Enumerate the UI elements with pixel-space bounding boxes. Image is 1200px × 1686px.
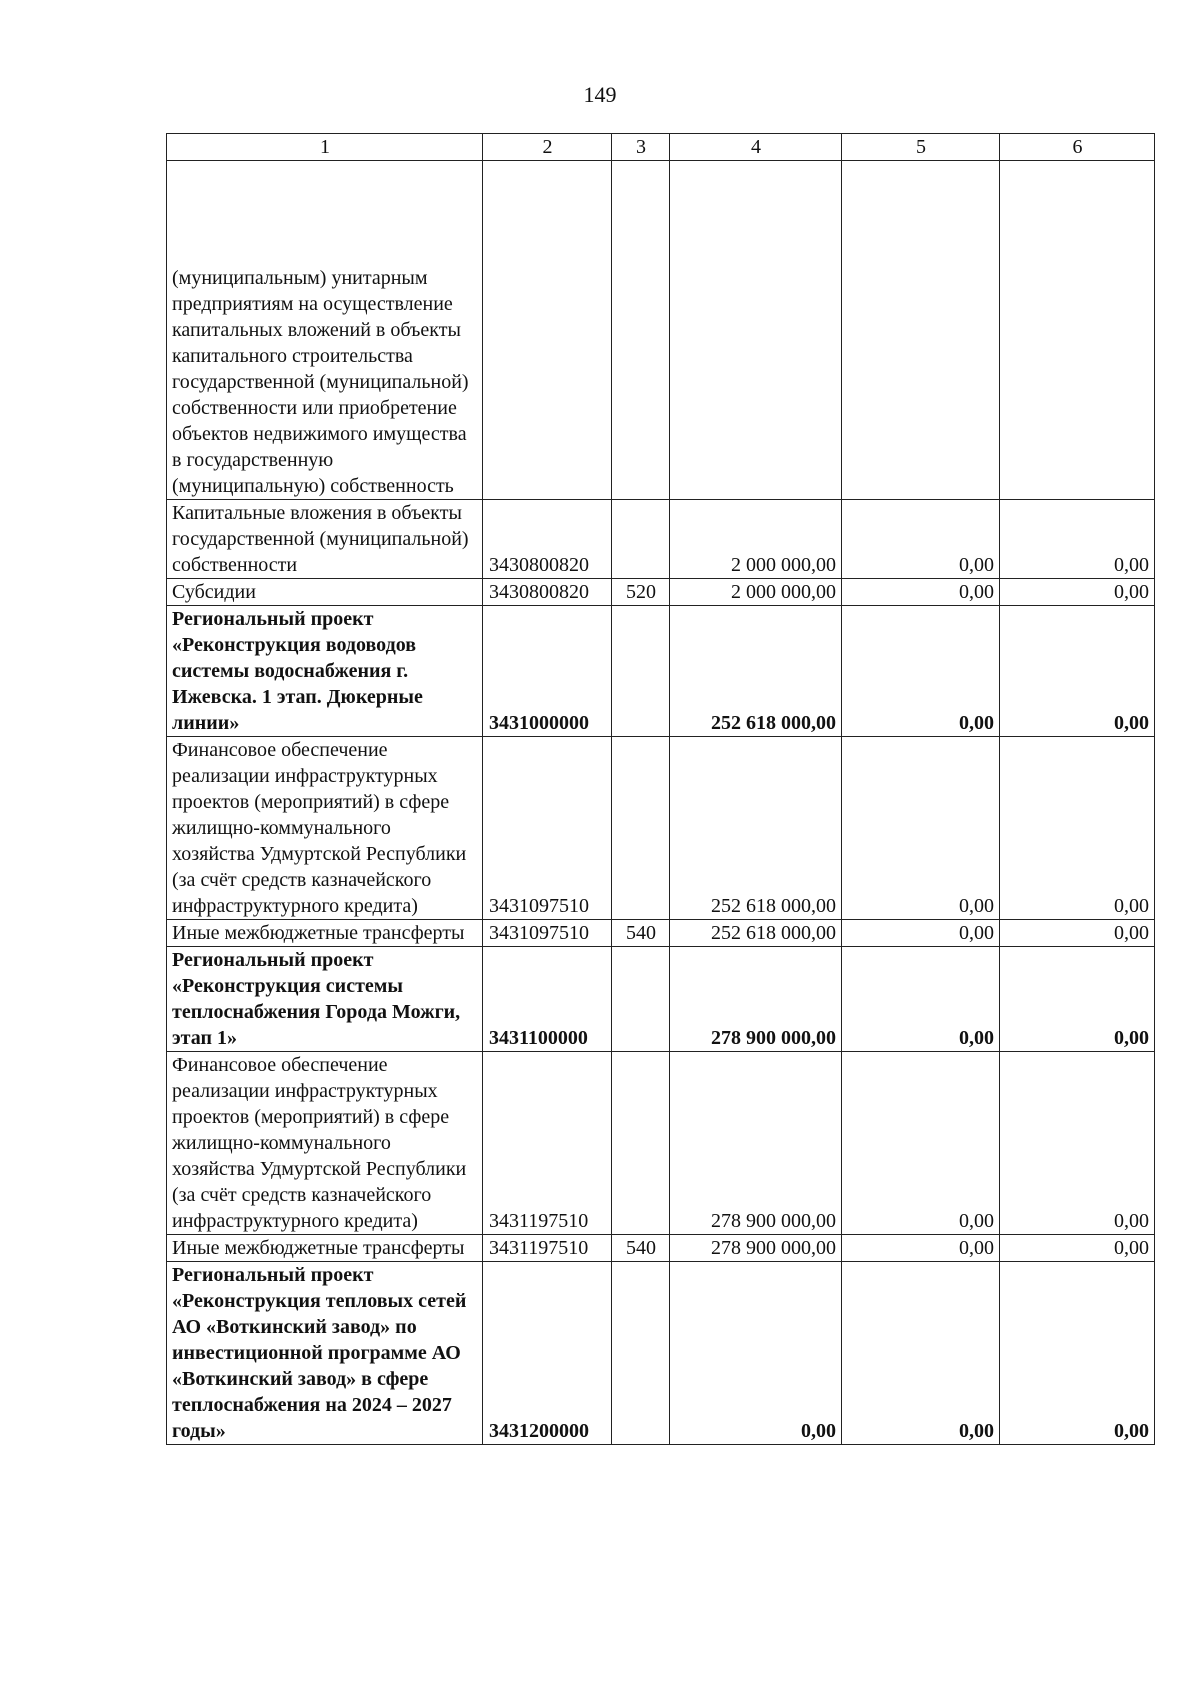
amount-col5-cell (842, 161, 1000, 500)
amount-col5-cell: 0,00 (842, 737, 1000, 920)
table-header-row (167, 134, 1155, 161)
target-code-cell: 3431097510 (483, 737, 612, 920)
target-code-cell: 3431197510 (483, 1052, 612, 1235)
amount-col4-cell: 278 900 000,00 (670, 1235, 842, 1262)
amount-col5-cell: 0,00 (842, 606, 1000, 737)
amount-col6-cell: 0,00 (1000, 500, 1155, 579)
amount-col6-cell: 0,00 (1000, 920, 1155, 947)
table-row (167, 737, 1155, 920)
amount-col4-cell: 278 900 000,00 (670, 947, 842, 1052)
target-code-cell: 3430800820 (483, 500, 612, 579)
amount-col6-cell: 0,00 (1000, 1052, 1155, 1235)
table-row (167, 161, 1155, 500)
amount-col5-cell: 0,00 (842, 579, 1000, 606)
row-name-cell: Региональный проект «Реконструкция водоводов системы водоснабжения г. Ижевска. 1 этап. Дюкерные линии» (167, 606, 483, 737)
amount-col5-cell: 0,00 (842, 1052, 1000, 1235)
target-code-cell: 3431100000 (483, 947, 612, 1052)
expense-type-cell (612, 947, 670, 1052)
amount-col6-cell: 0,00 (1000, 606, 1155, 737)
amount-col6-cell: 0,00 (1000, 737, 1155, 920)
column-header: 5 (842, 134, 1000, 161)
amount-col4-cell: 2 000 000,00 (670, 500, 842, 579)
table-row (167, 500, 1155, 579)
row-name-cell: Региональный проект «Реконструкция системы теплоснабжения Города Можги, этап 1» (167, 947, 483, 1052)
amount-col5-cell: 0,00 (842, 1262, 1000, 1445)
row-name-cell: Региональный проект «Реконструкция тепловых сетей АО «Воткинский завод» по инвестиционной программе АО «Воткинский завод» в сфере теплоснабжения на 2024 – 2027 годы» (167, 1262, 483, 1445)
expense-type-cell (612, 737, 670, 920)
table-row (167, 606, 1155, 737)
column-header: 1 (167, 134, 483, 161)
table-row (167, 947, 1155, 1052)
amount-col4-cell: 252 618 000,00 (670, 920, 842, 947)
table-row (167, 1052, 1155, 1235)
table-row (167, 579, 1155, 606)
amount-col5-cell: 0,00 (842, 947, 1000, 1052)
amount-col4-cell (670, 161, 842, 500)
column-header: 3 (612, 134, 670, 161)
table-row (167, 920, 1155, 947)
expense-type-cell (612, 1262, 670, 1445)
row-name-cell: Иные межбюджетные трансферты (167, 920, 483, 947)
amount-col6-cell: 0,00 (1000, 1262, 1155, 1445)
column-header: 6 (1000, 134, 1155, 161)
amount-col4-cell: 252 618 000,00 (670, 737, 842, 920)
expense-type-cell (612, 500, 670, 579)
page-number: 149 (583, 82, 617, 107)
amount-col5-cell: 0,00 (842, 920, 1000, 947)
row-name-cell: Капитальные вложения в объекты государственной (муниципальной) собственности (167, 500, 483, 579)
table-row (167, 1262, 1155, 1445)
row-name-cell: Финансовое обеспечение реализации инфраструктурных проектов (мероприятий) в сфере жилищно-коммунального хозяйства Удмуртской Республики (за счёт средств казначейского инфраструктурного кредита) (167, 1052, 483, 1235)
amount-col6-cell: 0,00 (1000, 947, 1155, 1052)
row-name-cell: (муниципальным) унитарным предприятиям на осуществление капитальных вложений в объекты капитального строительства государственной (муниципальной) собственности или приобретение объектов недвижимого имущества в государственную (муниципальную) собственность (167, 161, 483, 500)
expense-type-cell: 540 (612, 920, 670, 947)
amount-col6-cell: 0,00 (1000, 579, 1155, 606)
expense-type-cell: 540 (612, 1235, 670, 1262)
row-name-cell: Финансовое обеспечение реализации инфраструктурных проектов (мероприятий) в сфере жилищно-коммунального хозяйства Удмуртской Республики (за счёт средств казначейского инфраструктурного кредита) (167, 737, 483, 920)
target-code-cell (483, 161, 612, 500)
amount-col5-cell: 0,00 (842, 500, 1000, 579)
amount-col5-cell: 0,00 (842, 1235, 1000, 1262)
target-code-cell: 3431000000 (483, 606, 612, 737)
table-row (167, 1235, 1155, 1262)
expense-type-cell (612, 606, 670, 737)
row-name-cell: Субсидии (167, 579, 483, 606)
expense-type-cell: 520 (612, 579, 670, 606)
row-name-cell: Иные межбюджетные трансферты (167, 1235, 483, 1262)
amount-col4-cell: 278 900 000,00 (670, 1052, 842, 1235)
target-code-cell: 3431197510 (483, 1235, 612, 1262)
amount-col6-cell (1000, 161, 1155, 500)
amount-col4-cell: 0,00 (670, 1262, 842, 1445)
target-code-cell: 3431097510 (483, 920, 612, 947)
budget-table (166, 133, 1155, 1445)
target-code-cell: 3431200000 (483, 1262, 612, 1445)
expense-type-cell (612, 1052, 670, 1235)
amount-col6-cell: 0,00 (1000, 1235, 1155, 1262)
expense-type-cell (612, 161, 670, 500)
column-header: 4 (670, 134, 842, 161)
target-code-cell: 3430800820 (483, 579, 612, 606)
column-header: 2 (483, 134, 612, 161)
amount-col4-cell: 2 000 000,00 (670, 579, 842, 606)
amount-col4-cell: 252 618 000,00 (670, 606, 842, 737)
